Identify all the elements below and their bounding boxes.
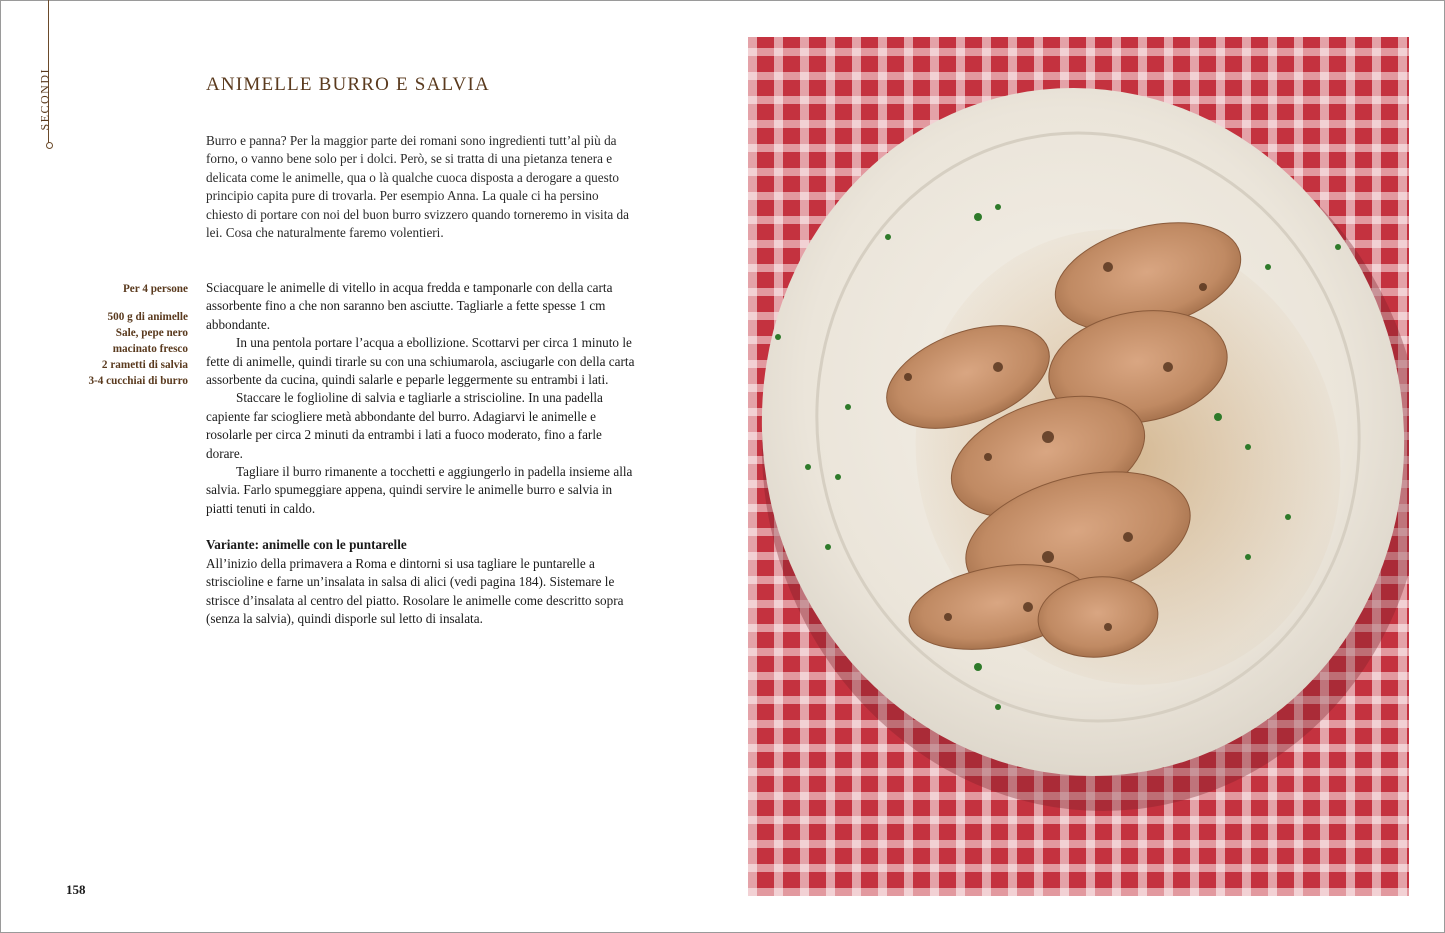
ingredients-list — [48, 281, 188, 389]
ingredient-item: macinato fresco — [112, 343, 188, 355]
method-step: Staccare le foglioline di salvia e tagliarle a striscioline. In una padella capiente far sciogliere metà abbondante del burro. Adagiarvi le animelle e rosolarle per circa 2 minuti da entrambi i lati a fuoco moderato, fino a farle dorare. — [206, 390, 603, 461]
variant-title: Variante: animelle con le puntarelle — [206, 537, 407, 553]
intro-paragraph: Burro e panna? Per la maggior parte dei romani sono ingredienti tutt’al più da forno, o vanno bene solo per i dolci. Però, se si tratta di una pietanza tenera e delicata come le animelle, qua o là qualche cuoca disposta a derogare a questo principio capita pure di trovarla. Per esempio Anna. La quale ci ha persino chiesto di portare con noi del buon burro svizzero quando torneremo in visita da lei. Cosa che naturalmente faremo volentieri. — [206, 133, 629, 241]
method-step: Sciacquare le animelle di vitello in acqua fredda e tamponarle con della carta assorbente fino a che non saranno ben asciutte. Tagliarle a fette spesse 1 cm abbondante. — [206, 280, 613, 332]
ingredient-item: Sale, pepe nero — [115, 327, 188, 339]
method-text — [206, 279, 636, 628]
servings: Per 4 persone — [122, 283, 188, 295]
method-step: In una pentola portare l’acqua a ebollizione. Scottarvi per circa 1 minuto le fette di animelle, quindi tirarle su con una schiumarola, asciugarle con della carta assorbente da cucina, quindi salarle e peparle leggermente su entrambi i lati. — [206, 335, 635, 388]
food-photo — [748, 37, 1409, 896]
ingredient-item: 2 rametti di salvia — [101, 359, 188, 371]
ingredient-item: 500 g di animelle — [107, 311, 188, 323]
section-marker-dot — [46, 142, 53, 149]
variant-text: All’inizio della primavera a Roma e dintorni si usa tagliare le puntarelle a striscioline e farne un’insalata in salsa di alici (vedi pagina 184). Sistemare le strisce d’insalata al centro del piatto. Rosolare le animelle come descritto sopra (senza la salvia), quindi disporle sul letto di insalata. — [206, 555, 624, 626]
plate-illustration — [748, 37, 1409, 896]
method-step: Tagliare il burro rimanente a tocchetti e aggiungerlo in padella insieme alla salvia. Farlo spumeggiare appena, quindi servire le animelle burro e salvia in piatti tenuti in caldo. — [206, 464, 633, 516]
ingredient-item: 3-4 cucchiai di burro — [88, 375, 188, 387]
recipe-title: ANIMELLE BURRO E SALVIA — [206, 74, 490, 95]
section-label: SECONDI — [37, 67, 52, 131]
page-number: 158 — [66, 882, 86, 897]
